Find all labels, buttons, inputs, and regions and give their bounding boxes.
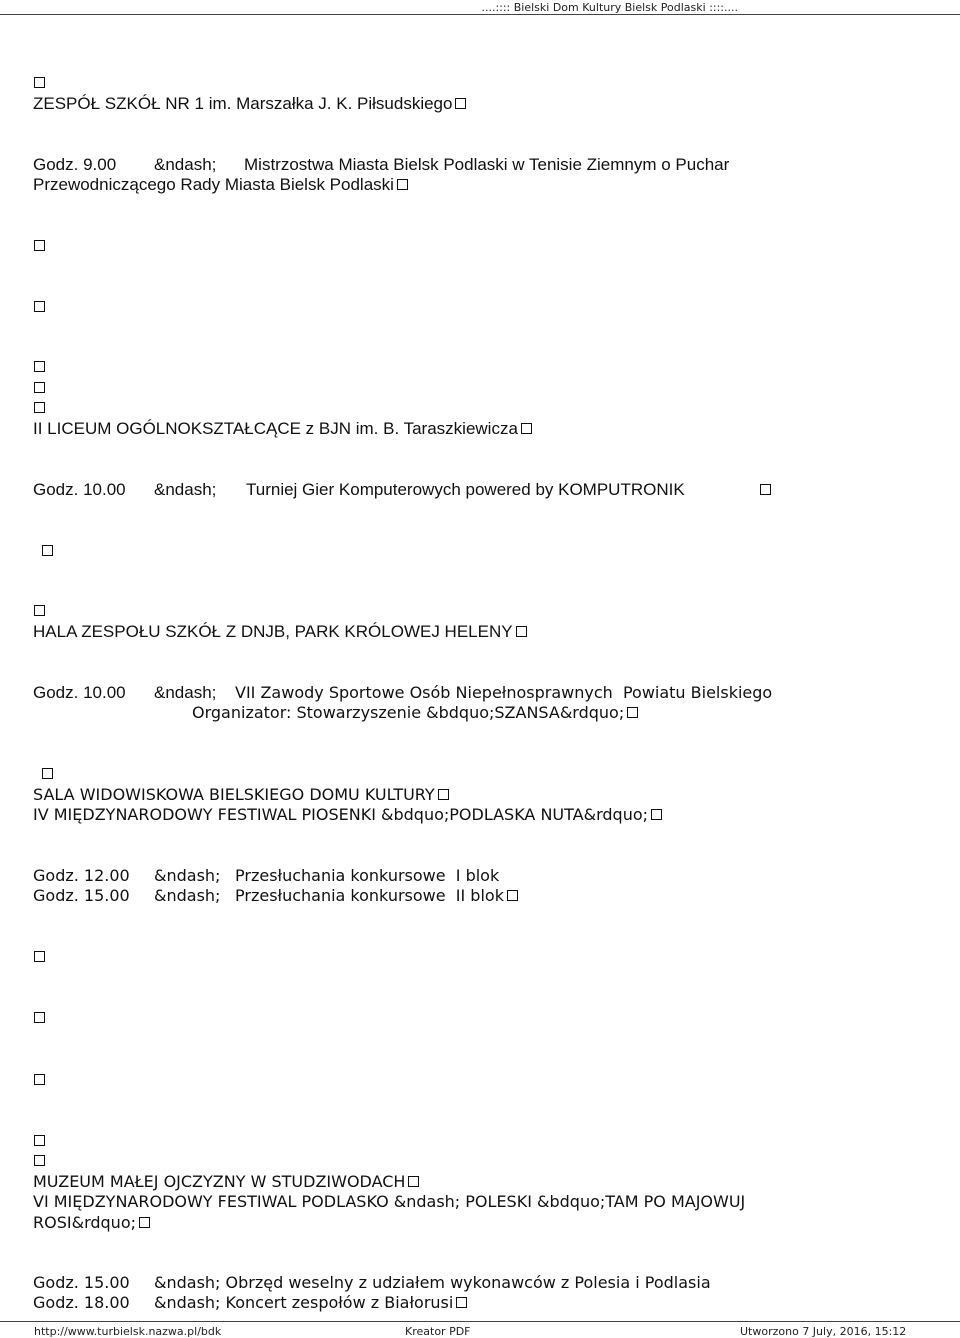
header-rule <box>0 14 960 15</box>
event-title: VII Zawody Sportowe Osób Niepełnosprawnych Powiatu Bielskiego <box>235 683 773 702</box>
event-organizer: Organizator: Stowarzyszenie &bdquo;SZANSA&rdquo; <box>192 703 625 722</box>
event-time: Godz. 10.00 <box>33 480 126 499</box>
venue-line <box>33 94 466 114</box>
missing-glyph-icon <box>34 240 45 251</box>
missing-glyph-icon <box>408 1176 419 1187</box>
event-title: Przesłuchania konkursowe II blok <box>235 886 504 905</box>
event-title: &ndash; Koncert zespołów z Białorusi <box>154 1293 454 1312</box>
event-dash: &ndash; <box>154 480 217 499</box>
event-time: Godz. 15.00 <box>33 886 130 905</box>
missing-glyph-box <box>33 378 45 398</box>
missing-glyph-icon <box>34 951 45 962</box>
venue-name: II LICEUM OGÓLNOKSZTAŁCĄCE z BJN im. B. Taraszkiewicza <box>33 419 518 438</box>
event-title: Przesłuchania konkursowe I blok <box>235 866 500 885</box>
event-title: Turniej Gier Komputerowych powered by KOMPUTRONIK <box>246 480 685 499</box>
venue-line <box>33 1172 419 1192</box>
venue-line <box>33 419 532 439</box>
event-organizer-line <box>192 703 638 723</box>
festival-name-cont: ROSI&rdquo; <box>33 1213 136 1232</box>
venue-line <box>33 622 527 642</box>
footer-generator: Kreator PDF <box>405 1325 471 1338</box>
header-title: ....:::: Bielski Dom Kultury Bielsk Podlaski ::::.... <box>481 1 738 14</box>
missing-glyph-box <box>33 398 45 418</box>
missing-glyph-icon <box>627 707 638 718</box>
footer-rule <box>0 1321 960 1322</box>
venue-name: ZESPÓŁ SZKÓŁ NR 1 im. Marszałka J. K. Piłsudskiego <box>33 94 453 113</box>
missing-glyph-box <box>33 357 45 377</box>
missing-glyph-icon <box>34 1135 45 1146</box>
missing-glyph-box <box>33 236 45 256</box>
event-time: Godz. 12.00 <box>33 866 130 885</box>
missing-glyph-icon <box>42 768 53 779</box>
missing-glyph-box <box>41 764 53 784</box>
venue-name: HALA ZESPOŁU SZKÓŁ Z DNJB, PARK KRÓLOWEJ HELENY <box>33 622 513 641</box>
event-dash: &ndash; <box>154 683 217 702</box>
event-time: Godz. 9.00 <box>33 155 117 174</box>
missing-glyph-icon <box>651 809 662 820</box>
event-title-cont: Przewodniczącego Rady Miasta Bielsk Podlaski <box>33 175 394 194</box>
missing-glyph-box <box>33 947 45 967</box>
venue-name: SALA WIDOWISKOWA BIELSKIEGO DOMU KULTURY <box>33 785 435 804</box>
footer-url[interactable]: http://www.turbielsk.nazwa.pl/bdk <box>34 1325 222 1338</box>
missing-glyph-icon <box>455 98 466 109</box>
missing-glyph-icon <box>507 890 518 901</box>
missing-glyph-icon <box>456 1297 467 1308</box>
missing-glyph-icon <box>34 1074 45 1085</box>
missing-glyph-icon <box>34 301 45 312</box>
missing-glyph-icon <box>516 626 527 637</box>
missing-glyph-box <box>33 1070 45 1090</box>
event-dash: &ndash; <box>154 866 221 885</box>
missing-glyph-box <box>33 73 45 93</box>
missing-glyph-icon <box>34 1012 45 1023</box>
event-time: Godz. 10.00 <box>33 683 126 702</box>
missing-glyph-box <box>33 297 45 317</box>
festival-line-continued <box>33 1213 150 1233</box>
missing-glyph-box <box>33 1151 45 1171</box>
missing-glyph-icon <box>139 1217 150 1228</box>
missing-glyph-icon <box>760 484 771 495</box>
missing-glyph-box <box>33 1131 45 1151</box>
festival-line <box>33 805 662 825</box>
missing-glyph-icon <box>34 1155 45 1166</box>
page-footer <box>0 1319 960 1338</box>
missing-glyph-icon <box>34 402 45 413</box>
event-line-continued <box>33 175 408 195</box>
event-title: Mistrzostwa Miasta Bielsk Podlaski w Tenisie Ziemnym o Puchar <box>244 155 730 174</box>
festival-line <box>33 1192 745 1212</box>
missing-glyph-icon <box>42 545 53 556</box>
venue-name: MUZEUM MAŁEJ OJCZYZNY W STUDZIWODACH <box>33 1172 406 1191</box>
footer-created: Utworzono 7 July, 2016, 15:12 <box>740 1325 907 1338</box>
festival-name: IV MIĘDZYNARODOWY FESTIWAL PIOSENKI &bdquo;PODLASKA NUTA&rdquo; <box>33 805 649 824</box>
missing-glyph-box <box>33 1008 45 1028</box>
missing-glyph-icon <box>34 605 45 616</box>
missing-glyph-icon <box>34 361 45 372</box>
missing-glyph-icon <box>34 77 45 88</box>
page-header <box>0 0 960 17</box>
missing-glyph-box <box>41 541 53 561</box>
festival-name: VI MIĘDZYNARODOWY FESTIWAL PODLASKO &ndash; POLESKI &bdquo;TAM PO MAJOWUJ <box>33 1192 746 1211</box>
event-dash: &ndash; <box>154 886 221 905</box>
missing-glyph-icon <box>438 789 449 800</box>
missing-glyph-icon <box>34 382 45 393</box>
event-title: &ndash; Obrzęd weselny z udziałem wykonawców z Polesia i Podlasia <box>154 1273 711 1292</box>
event-dash: &ndash; <box>154 155 217 174</box>
missing-glyph-icon <box>397 179 408 190</box>
missing-glyph-icon <box>521 423 532 434</box>
event-time: Godz. 18.00 <box>33 1293 130 1312</box>
event-time: Godz. 15.00 <box>33 1273 130 1292</box>
venue-line <box>33 785 449 805</box>
missing-glyph-box <box>33 601 45 621</box>
